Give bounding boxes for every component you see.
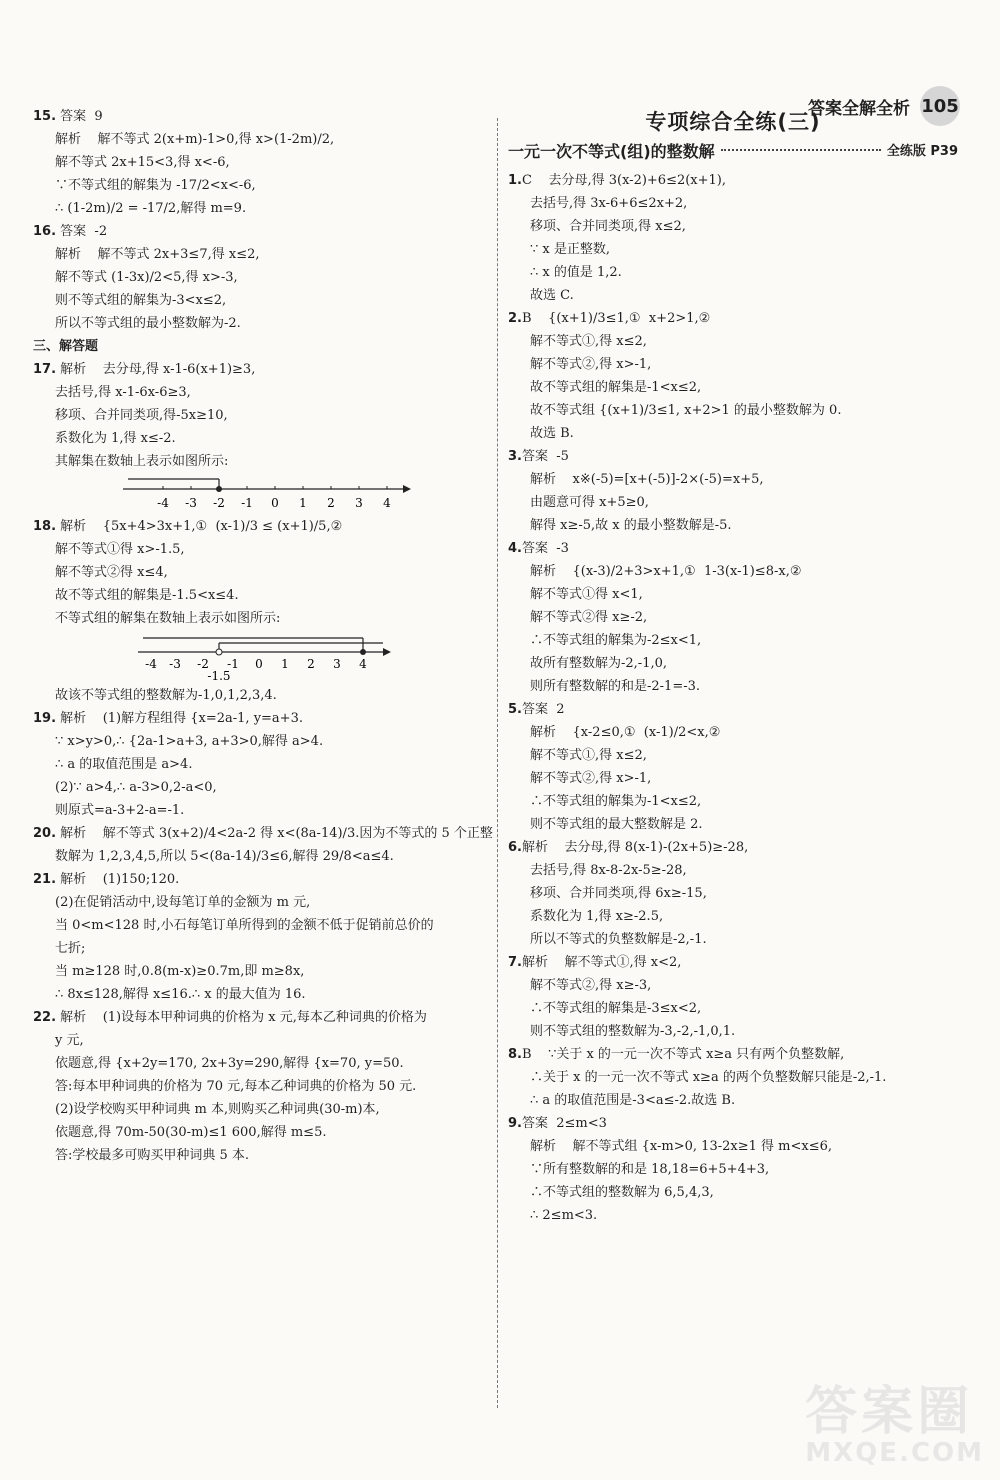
tick-label: 2 xyxy=(307,657,315,671)
tick-label: 3 xyxy=(355,496,363,510)
tick-label: 2 xyxy=(327,496,335,510)
tick-label: 1 xyxy=(281,657,289,671)
solution-line: 则不等式组的整数解为-3,-2,-1,0,1. xyxy=(530,1024,736,1039)
watermark-url: MXQE.COM xyxy=(805,1438,984,1468)
solution-line: ∴ a 的取值范围是-3<a≤-2.故选 B. xyxy=(530,1093,736,1108)
solution-line: 则不等式组的解集为-3<x≤2, xyxy=(55,293,227,308)
question-number: 22. xyxy=(33,1010,57,1025)
tick-label: 1 xyxy=(299,496,307,510)
solution-line: 解不等式②得 x≥-2, xyxy=(530,610,648,625)
question-number: 17. xyxy=(33,362,57,377)
answer-label: 答案 9 xyxy=(60,109,103,124)
question-2 xyxy=(508,307,958,445)
question-number: 21. xyxy=(33,872,57,887)
question-15 xyxy=(33,105,488,220)
solution-line: 移项、合并同类项,得-5x≥10, xyxy=(55,408,228,423)
solution-line: C 去分母,得 3(x-2)+6≤2(x+1), xyxy=(521,173,727,188)
solution-line: 当 m≥128 时,0.8(m-x)≥0.7m,即 m≥8x, xyxy=(55,964,305,979)
solution-line: B {(x+1)/3≤1,① x+2>1,② xyxy=(521,311,711,326)
question-4 xyxy=(508,537,958,698)
solution-line: 故该不等式组的整数解为-1,0,1,2,3,4. xyxy=(55,688,277,703)
watermark xyxy=(805,1382,984,1468)
solution-line: y 元, xyxy=(55,1033,84,1048)
tick-label: 4 xyxy=(359,657,367,671)
question-17 xyxy=(33,358,488,513)
solution-line: 故所有整数解为-2,-1,0, xyxy=(530,656,667,671)
solution-line: ∵不等式组的解集为 -17/2<x<-6, xyxy=(55,178,256,193)
solution-line: 解析 去分母,得 x-1-6(x+1)≥3, xyxy=(60,362,256,377)
solution-line: 解不等式②,得 x>-1, xyxy=(530,771,652,786)
solution-line: 去括号,得 8x-8-2x-5≥-28, xyxy=(530,863,687,878)
solution-line: 当 0<m<128 时,小石每笔订单所得到的金额不低于促销前总价的 xyxy=(55,918,434,933)
solution-line: 移项、合并同类项,得 6x≥-15, xyxy=(530,886,707,901)
solution-line: 解析 x※(-5)=[x+(-5)]-2×(-5)=x+5, xyxy=(530,472,764,487)
dotted-leader xyxy=(721,149,881,151)
question-3 xyxy=(508,445,958,537)
solution-line: ∴ a 的取值范围是 a>4. xyxy=(55,757,193,772)
solution-line: 答:学校最多可购买甲种词典 5 本. xyxy=(55,1148,250,1163)
solution-line: 解析 解不等式 2x+3≤7,得 x≤2, xyxy=(55,247,260,262)
solution-line: 解析 {x-2≤0,① (x-1)/2<x,② xyxy=(530,725,721,740)
solution-line: 故选 C. xyxy=(530,288,574,303)
solution-line: 解不等式①,得 x≤2, xyxy=(530,748,647,763)
question-7 xyxy=(508,951,958,1043)
number-line-17 xyxy=(33,475,433,513)
question-number: 4. xyxy=(508,541,522,556)
question-21 xyxy=(33,868,488,1006)
question-number: 8. xyxy=(508,1047,522,1062)
tick-label-extra: -1.5 xyxy=(207,669,231,682)
question-9 xyxy=(508,1112,958,1227)
section-heading: 三、解答题 xyxy=(33,339,99,354)
solution-line: ∴不等式组的整数解为 6,5,4,3, xyxy=(530,1185,714,1200)
solution-line: 解不等式①得 x<1, xyxy=(530,587,643,602)
solution-line: 故不等式组的解集是-1.5<x≤4. xyxy=(55,588,239,603)
tick-label: -2 xyxy=(213,496,225,510)
solution-line: 解析 解不等式 3(x+2)/4<2a-2 得 x<(8a-14)/3.因为不等式的 5 个正整 xyxy=(60,826,493,841)
tick-label: -1 xyxy=(227,657,239,671)
question-8 xyxy=(508,1043,958,1112)
solution-line: ∴ 2≤m<3. xyxy=(530,1208,598,1223)
right-column xyxy=(508,105,958,1227)
page-number: 105 xyxy=(920,86,960,126)
solution-line: (2)在促销活动中,设每笔订单的金额为 m 元, xyxy=(55,895,311,910)
tick-label: 4 xyxy=(383,496,391,510)
solution-line: 解得 x≥-5,故 x 的最小整数解是-5. xyxy=(530,518,732,533)
question-number: 9. xyxy=(508,1116,522,1131)
solution-line: ∴不等式组的解集为-2≤x<1, xyxy=(530,633,702,648)
question-number: 6. xyxy=(508,840,522,855)
tick-label: -3 xyxy=(185,496,197,510)
solution-line: (2)设学校购买甲种词典 m 本,则购买乙种词典(30-m)本, xyxy=(55,1102,380,1117)
solution-line: 解析 解不等式①,得 x<2, xyxy=(521,955,682,970)
solution-line: 故选 B. xyxy=(530,426,574,441)
solution-line: 所以不等式的负整数解是-2,-1. xyxy=(530,932,707,947)
solution-line: ∴ (1-2m)/2 = -17/2,解得 m=9. xyxy=(55,201,247,216)
answer-label: 答案 2≤m<3 xyxy=(521,1116,607,1131)
solution-line: 解不等式②,得 x>-1, xyxy=(530,357,652,372)
solution-line: 去括号,得 3x-6+6≤2x+2, xyxy=(530,196,688,211)
question-number: 1. xyxy=(508,173,522,188)
question-19 xyxy=(33,707,488,822)
tick-label: 0 xyxy=(271,496,279,510)
tick-label: -3 xyxy=(169,657,181,671)
subsection-bar xyxy=(508,140,958,163)
solution-line: 解不等式 2x+15<3,得 x<-6, xyxy=(55,155,230,170)
solution-line: 解不等式①,得 x≤2, xyxy=(530,334,647,349)
tick-label: -4 xyxy=(145,657,157,671)
solution-line: 解析 (1)解方程组得 {x=2a-1, y=a+3. xyxy=(60,711,303,726)
solution-line: 由题意可得 x+5≥0, xyxy=(530,495,649,510)
solution-line: 解析 解不等式 2(x+m)-1>0,得 x>(1-2m)/2, xyxy=(55,132,335,147)
question-number: 15. xyxy=(33,109,57,124)
solution-line: 解析 解不等式组 {x-m>0, 13-2x≥1 得 m<x≤6, xyxy=(530,1139,832,1154)
answer-label: 答案 2 xyxy=(521,702,565,717)
header-title: 答案全解全析 xyxy=(808,98,910,119)
question-number: 7. xyxy=(508,955,522,970)
solution-line: 解不等式 (1-3x)/2<5,得 x>-3, xyxy=(55,270,238,285)
solution-line: 解不等式①得 x>-1.5, xyxy=(55,542,185,557)
question-18 xyxy=(33,515,488,707)
question-number: 16. xyxy=(33,224,57,239)
solution-line: 其解集在数轴上表示如图所示: xyxy=(55,454,229,469)
solution-line: 数解为 1,2,3,4,5,所以 5<(8a-14)/3≤6,解得 29/8<a≤4. xyxy=(55,849,394,864)
solution-line: 故不等式组的解集是-1<x≤2, xyxy=(530,380,702,395)
question-6 xyxy=(508,836,958,951)
tick-label: -1 xyxy=(241,496,253,510)
question-20 xyxy=(33,822,493,868)
solution-line: ∵所有整数解的和是 18,18=6+5+4+3, xyxy=(530,1162,770,1177)
answer-label: 答案 -2 xyxy=(60,224,108,239)
answer-label: 答案 -5 xyxy=(521,449,569,464)
question-number: 5. xyxy=(508,702,522,717)
solution-line: 系数化为 1,得 x≥-2.5, xyxy=(530,909,664,924)
solution-line: 答:每本甲种词典的价格为 70 元,每本乙种词典的价格为 50 元. xyxy=(55,1079,417,1094)
solution-line: 依题意,得 {x+2y=170, 2x+3y=290,解得 {x=70, y=50. xyxy=(55,1056,404,1071)
left-column xyxy=(33,105,493,1167)
watermark-logo: 答案圈 xyxy=(805,1382,974,1442)
solution-line: 则原式=a-3+2-a=-1. xyxy=(55,803,185,818)
solution-line: 所以不等式组的最小整数解为-2. xyxy=(55,316,241,331)
solution-line: B ∵关于 x 的一元一次不等式 x≥a 只有两个负整数解, xyxy=(521,1047,845,1062)
solution-line: 依题意,得 70m-50(30-m)≤1 600,解得 m≤5. xyxy=(55,1125,327,1140)
solution-line: 解析 去分母,得 8(x-1)-(2x+5)≥-28, xyxy=(521,840,749,855)
solution-line: ∵ x 是正整数, xyxy=(530,242,610,257)
question-number: 2. xyxy=(508,311,522,326)
section-title: 专项综合全练(三) xyxy=(645,110,821,134)
solution-line: ∴ x 的值是 1,2. xyxy=(530,265,622,280)
solution-line: 故不等式组 {(x+1)/3≤1, x+2>1 的最小整数解为 0. xyxy=(530,403,842,418)
number-line-18 xyxy=(33,632,433,682)
solution-line: (2)∵ a>4,∴ a-3>0,2-a<0, xyxy=(55,780,217,795)
solution-line: ∴ 8x≤128,解得 x≤16.∴ x 的最大值为 16. xyxy=(55,987,306,1002)
solution-line: 不等式组的解集在数轴上表示如图所示: xyxy=(55,611,281,626)
solution-line: ∵ x>y>0,∴ {2a-1>a+3, a+3>0,解得 a>4. xyxy=(55,734,324,749)
tick-label: -2 xyxy=(197,657,209,671)
solution-line: 则不等式组的最大整数解是 2. xyxy=(530,817,703,832)
answer-label: 答案 -3 xyxy=(521,541,569,556)
page-reference: 全练版 P39 xyxy=(886,144,958,159)
question-number: 18. xyxy=(33,519,57,534)
question-1 xyxy=(508,169,958,307)
solution-line: ∴关于 x 的一元一次不等式 x≥a 的两个负整数解只能是-2,-1. xyxy=(530,1070,887,1085)
solution-line: 移项、合并同类项,得 x≤2, xyxy=(530,219,686,234)
question-number: 19. xyxy=(33,711,57,726)
solution-line: 去括号,得 x-1-6x-6≥3, xyxy=(55,385,191,400)
question-number: 3. xyxy=(508,449,522,464)
subsection-title: 一元一次不等式(组)的整数解 xyxy=(508,142,715,161)
solution-line: 七折; xyxy=(55,941,86,956)
solution-line: 解析 (1)150;120. xyxy=(60,872,180,887)
tick-label: 0 xyxy=(255,657,263,671)
tick-label: 3 xyxy=(333,657,341,671)
column-divider xyxy=(497,118,498,1408)
solution-line: 解不等式②得 x≤4, xyxy=(55,565,168,580)
question-number: 20. xyxy=(33,826,57,841)
solution-line: ∴不等式组的解集为-1<x≤2, xyxy=(530,794,702,809)
question-5 xyxy=(508,698,958,836)
question-16 xyxy=(33,220,488,335)
tick-label: -4 xyxy=(157,496,169,510)
solution-line: 则所有整数解的和是-2-1=-3. xyxy=(530,679,701,694)
solution-line: 解析 (1)设每本甲种词典的价格为 x 元,每本乙种词典的价格为 xyxy=(60,1010,427,1025)
solution-line: 解析 {(x-3)/2+3>x+1,① 1-3(x-1)≤8-x,② xyxy=(530,564,802,579)
solution-line: 系数化为 1,得 x≤-2. xyxy=(55,431,176,446)
question-22 xyxy=(33,1006,488,1167)
solution-line: 解不等式②,得 x≥-3, xyxy=(530,978,652,993)
solution-line: ∴不等式组的解集是-3≤x<2, xyxy=(530,1001,702,1016)
solution-line: 解析 {5x+4>3x+1,① (x-1)/3 ≤ (x+1)/5,② xyxy=(60,519,343,534)
